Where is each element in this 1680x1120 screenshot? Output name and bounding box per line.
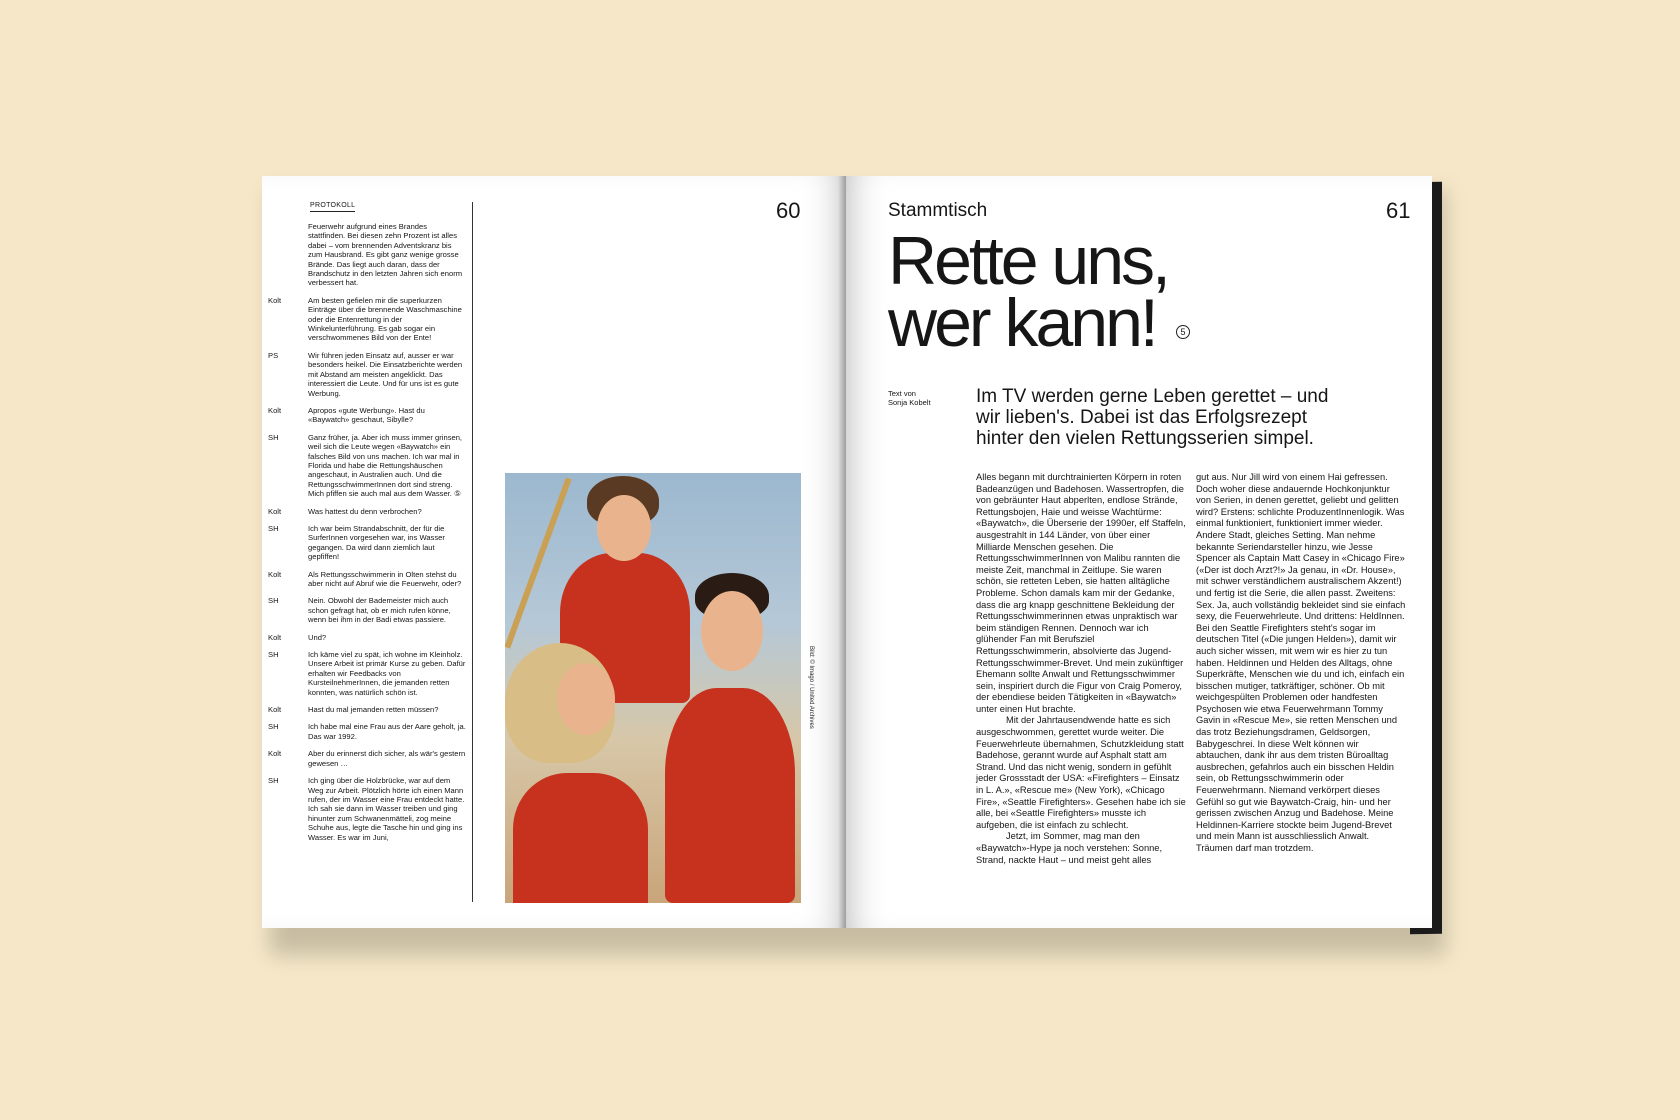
section-kicker: Stammtisch (888, 200, 988, 221)
interview-entry (266, 222, 466, 288)
byline-label: Text von (888, 389, 916, 398)
interview-entry (266, 570, 466, 589)
byline (888, 389, 931, 407)
interview-speaker: Kolt (268, 405, 282, 415)
interview-column (266, 222, 466, 850)
interview-entry (266, 524, 466, 562)
interview-speaker: SH (268, 432, 279, 442)
page-number-right: 61 (1386, 198, 1411, 223)
interview-text: Ich käme viel zu spät, ich wohne im Kleinholz. Unsere Arbeit ist primär Kurse zu geben. Dafür erhalten wir Feedbacks von KursteilnehmerInnen, die jemanden retten konnten, was natürlich schön ist. (308, 650, 466, 697)
interview-speaker: Kolt (268, 749, 282, 759)
interview-entry (266, 633, 466, 642)
interview-text: Hast du mal jemanden retten müssen? (308, 705, 439, 715)
headline (888, 223, 1168, 361)
interview-speaker: Kolt (268, 632, 282, 642)
interview-speaker: SH (268, 722, 279, 732)
interview-speaker: SH (268, 596, 279, 606)
interview-text: Ganz früher, ja. Aber ich muss immer grinsen, weil sich die Leute wegen «Baywatch» ein falsches Bild von uns machen. Ich war mal in Florida und habe die Rettungshäuschen angeschaut, in Australien auch. Und die RettungsschwimmerInnen dort sind streng. Mich pfiffen sie auch mal aus dem Wasser. ⑤ (308, 432, 463, 499)
body-paragraph: gut aus. Nur Jill wird von einem Hai gefressen. Doch woher diese andauernde Hochkonjunktur von Serien, in denen gerettet, geliebt und gelitten wird? Erstens: schlichte ProduzentInnenlogik. Was einmal funktioniert, funktioniert immer wieder. Andere Stadt, gleiches Setting. Man nehme bekannte Seriendarsteller hinzu, wie Jesse Spencer als Captain Matt Casey in «Chicago Fire» («Der ist doch Arzt?!» Ja genau, in «Dr. House», mit schwer verständlichem australischem Akzent!) und fertig ist die Serie, die allen passt. Zweitens: Sex. Ja, auch vollständig bekleidet sind sie einfach sexy, die Feuerwehrleute. Und drittens: HeldInnen. Bei den Seattle Firefighters steht's sogar im deutschen Titel («Die jungen Helden»), damit wir auch sicher wissen, mit wem wir es hier zu tun haben. Heldinnen und Helden des Alltags, ohne Superkräfte, Menschen wie du und ich, einfach ein bisschen mutiger, tatkräftiger, schöner. Ob mit weichgespülten Problemen oder handfesten Psychosen wie etwa Feuerwehrmann Tommy Gavin in «Rescue Me», sie retten Menschen und das trotz Beziehungsdramen, Geldsorgen, Babygeschrei. In diese Welt können wir abtauchen, dank ihr aus dem tristen Büroalltag ausbrechen, gefahrlos auch ein bisschen Heldin sein, ob Rettungsschwimmerin oder Feuerwehrmann. Niemand verkörpert dieses Gefühl so gut wie Baywatch-Craig, hin- und her gerissen zwischen Anzug und Badehose. Meine Heldinnen-Karriere stockte beim Jugend-Brevet und mein Mann ist ausschliesslich Anwalt. Träumen darf man trotzdem. (1196, 472, 1406, 853)
interview-speaker: Kolt (268, 569, 282, 579)
interview-entry (266, 749, 466, 768)
interview-entry (266, 507, 466, 516)
body-column-1 (976, 472, 1186, 866)
interview-entry (266, 406, 466, 425)
interview-entry (266, 722, 466, 741)
interview-text: Wir führen jeden Einsatz auf, ausser er war besonders heikel. Die Einsatzberichte werden mit Abstand am meisten angeklickt. Das interessiert die Leute. Und für uns ist es gute Werbung. (308, 350, 463, 398)
photo-figure-woman (513, 773, 648, 903)
body-paragraph: Jetzt, im Sommer, mag man den «Baywatch»-Hype ja noch verstehen: Sonne, Strand, nackte Haut – und meist geht alles (976, 831, 1163, 865)
interview-entry (266, 351, 466, 398)
interview-text: Am besten gefielen mir die superkurzen Einträge über die brennende Waschmaschine oder die Entenrettung in der Winkelunterführung. Es gab sogar ein verschwommenes Bild von der Ente! (308, 295, 462, 343)
interview-text: Ich habe mal eine Frau aus der Aare geholt, ja. Das war 1992. (308, 722, 466, 741)
byline-author: Sonja Kobelt (888, 398, 931, 407)
interview-entry (266, 433, 466, 499)
photo-figure-right (665, 688, 795, 903)
section-label: PROTOKOLL (310, 202, 355, 212)
headline-line-2: wer kann! (888, 285, 1156, 361)
interview-entry (266, 776, 466, 842)
interview-text: Als Rettungsschwimmerin in Olten stehst du aber nicht auf Abruf wie die Feuerwehr, oder? (308, 569, 462, 588)
interview-entry (266, 650, 466, 697)
body-paragraph: Alles begann mit durchtrainierten Körpern in roten Badeanzügen und Badehosen. Wassertropfen, die von gebräunter Haut abperlten, endlose Strände, Rettungsbojen, Haie und weisse Wachtürme: «Baywatch», die Überserie der 1990er, elf Staffeln, ausgestrahlt in 144 Länder, von über einer Milliarde Menschen gesehen. Die RettungsschwimmerInnen von Malibu rannten die meiste Zeit, manchmal in Zeitlupe. Sie waren schön, sie retteten Leben, sie hatten alltägliche Probleme. Schon damals kam mir der Gedanke, dass die arg knapp geschnittene Bekleidung der Rettungsschwimmerinnen etwas unpraktisch war beim ständigen Rennen. Dennoch war ich glühender Fan mit Berufsziel Rettungsschwimmerin, absolvierte das Jugend-Rettungsschwimmer-Brevet. Und mein zukünftiger Ehemann sollte Anwalt und Rettungsschwimmer sein, inspiriert durch die Figur von Craig Pomeroy, der ebendiese beiden Tätigkeiten in «Baywatch» unter einen Hut brachte. (976, 472, 1186, 714)
interview-speaker: SH (268, 776, 279, 786)
interview-speaker: PS (268, 350, 279, 360)
interview-speaker: Kolt (268, 506, 282, 516)
photo-face-woman (557, 663, 615, 735)
interview-text: Aber du erinnerst dich sicher, als wär's gestern gewesen … (308, 749, 466, 768)
photo-credit: Bild: © Imago / United Archives (808, 646, 814, 729)
photo-face-right (701, 591, 763, 671)
interview-text: Ich war beim Strandabschnitt, der für die SurferInnen vorgesehen war, ins Wasser gegangen. Da wird dann ziemlich laut gepfiffen! (308, 523, 445, 562)
interview-text: Und? (308, 632, 327, 642)
interview-text: Feuerwehr aufgrund eines Brandes stattfinden. Bei diesen zehn Prozent ist alles dabei – vom brennenden Adventskranz bis zum Hausbrand. Es gibt ganz wenige grosse Brände. Das liegt auch daran, dass der Brandschutz in den letzten Jahren sich enorm verbessert hat. (308, 222, 463, 288)
interview-text: Was hattest du denn verbrochen? (308, 506, 422, 516)
lede: Im TV werden gerne Leben gerettet – und wir lieben's. Dabei ist das Erfolgsrezept hinter den vielen Rettungsserien simpel. (976, 386, 1329, 449)
baywatch-cast-photo (505, 473, 801, 903)
interview-entry (266, 596, 466, 624)
interview-speaker: SH (268, 650, 279, 660)
interview-speaker: SH (268, 523, 279, 533)
column-rule (472, 202, 473, 902)
interview-text: Nein. Obwohl der Bademeister mich auch schon gefragt hat, ob er mich rufen könne, wenn bei ihm in der Badi etwas passiere. (308, 596, 451, 625)
interview-entry (266, 296, 466, 343)
left-page (262, 176, 846, 928)
interview-speaker: Kolt (268, 705, 282, 715)
photo-face-top (597, 495, 651, 561)
footnote-badge: 5 (1176, 325, 1190, 339)
page-number-left: 60 (776, 198, 801, 223)
interview-speaker: Kolt (268, 295, 282, 305)
right-page (846, 176, 1432, 928)
body-column-2 (1196, 472, 1406, 855)
interview-speaker (266, 222, 308, 288)
body-paragraph: Mit der Jahrtausendwende hatte es sich ausgeschwommen, gerettet wurde weiter. Die Feuerwehrleute übernahmen, Schutzkleidung statt Badehose, gerannt wurde auf Asphalt statt am Strand. Und das nicht wenig, sondern in gefühlt jeder Grossstadt der USA: «Firefighters – Einsatz in L. A.», «Rescue me» (New York), «Chicago Fire», «Seattle Firefighters». Gesehen habe ich sie alle, bei «Seattle Firefighters» musste ich aufgeben, die ist einfach zu schlecht. (976, 715, 1186, 830)
interview-text: Apropos «gute Werbung». Hast du «Baywatch» geschaut, Sibylle? (308, 405, 425, 425)
interview-entry (266, 705, 466, 714)
interview-text: Ich ging über die Holzbrücke, war auf dem Weg zur Arbeit. Plötzlich hörte ich einen Mann rufen, der im Wasser eine Frau entdeckt hatte. Ich sah sie dann im Wasser treiben und ging hinunter zum Schwanenmätteli, zog meine Schuhe aus, legte die Tasche hin und ging ins Wasser. Es war im Juni, (308, 776, 465, 842)
headline-line-1: Rette uns, (888, 223, 1168, 299)
